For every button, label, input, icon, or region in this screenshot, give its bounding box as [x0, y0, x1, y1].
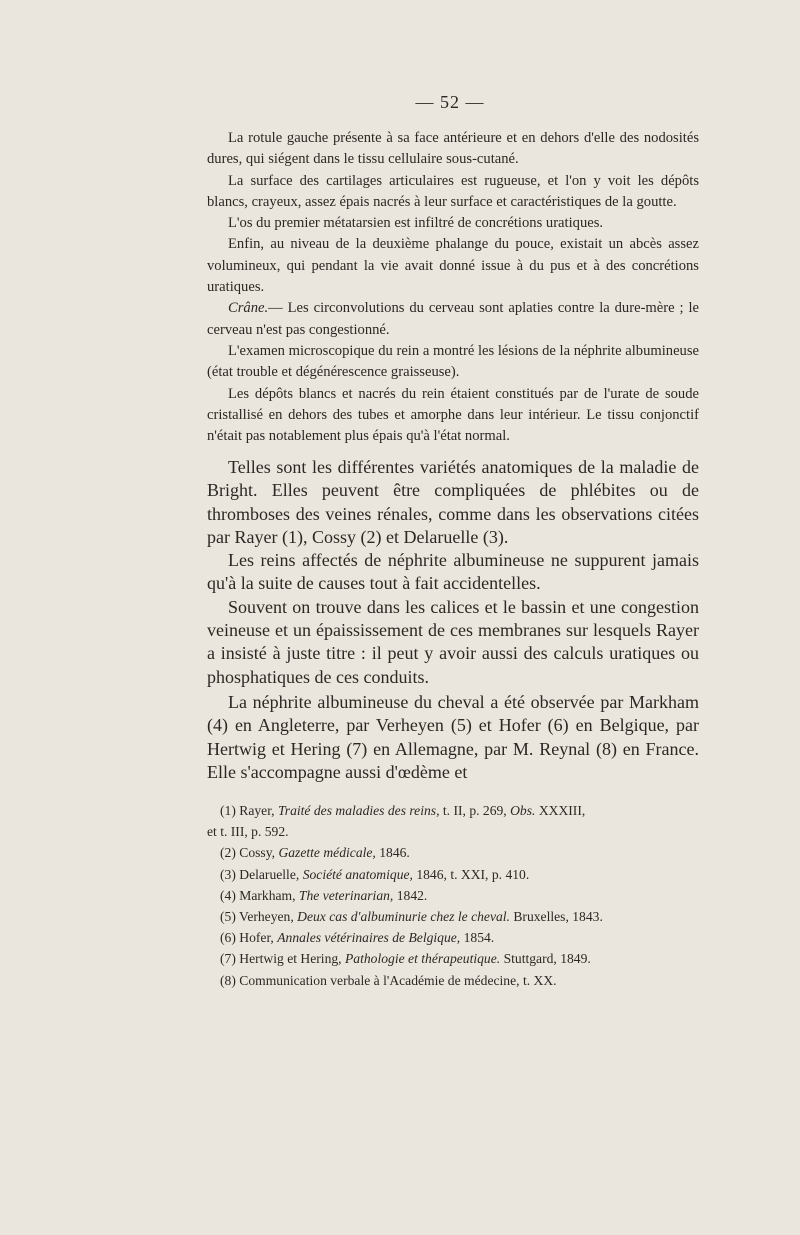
footnote-continuation: et t. III, p. 592.: [207, 824, 289, 840]
paragraph: Souvent on trouve dans les calices et le bassin et une congestion veineuse et un épaississement de ces membranes sur lesquels Rayer a insisté à juste titre : il peut y avoir aussi des calculs uratiques ou phosphatiques de ces conduits.: [207, 596, 699, 687]
footnote: (5) Verheyen, Deux cas d'albuminurie chez le cheval. Bruxelles, 1843.: [220, 909, 603, 925]
footnote: (7) Hertwig et Hering, Pathologie et thérapeutique. Stuttgard, 1849.: [220, 951, 591, 967]
footnote: (1) Rayer, Traité des maladies des reins, t. II, p. 269, Obs. XXXIII,: [220, 803, 586, 818]
footnote: (4) Markham, The veterinarian, 1842.: [220, 887, 428, 903]
paragraph: Enfin, au niveau de la deuxième phalange du pouce, existait un abcès assez volumineux, qui pendant la vie avait donné issue à du pus et à des concrétions uratiques.: [207, 236, 699, 296]
autopsy-section: [207, 128, 699, 447]
paragraph: L'os du premier métatarsien est infiltré de concrétions uratiques.: [228, 215, 604, 232]
footnote: (3) Delaruelle, Société anatomique, 1846, t. XXI, p. 410.: [220, 866, 530, 882]
paragraph-label: Crâne.: [228, 300, 269, 317]
horse-section: [207, 691, 699, 784]
paragraph: Les dépôts blancs et nacrés du rein étaient constitués par de l'urate de soude cristallisé en dehors des tubes et amorphe dans leur intérieur. Le tissu conjonctif n'était pas notablement plus épais qu'à l'état normal.: [207, 385, 699, 445]
paragraph: La rotule gauche présente à sa face antérieure et en dehors d'elle des nodosités dures, qui siégent dans le tissu cellulaire sous-cutané.: [207, 130, 699, 168]
paragraph: La néphrite albumineuse du cheval a été observée par Markham (4) en Angleterre, par Verheyen (5) et Hofer (6) en Belgique, par Hertwig et Hering (7) en Allemagne, par M. Reynal (8) en France. Elle s'accompagne aussi d'œdème et: [207, 692, 699, 782]
footnote: (8) Communication verbale à l'Académie de médecine, t. XX.: [220, 972, 557, 988]
paragraph: Les reins affectés de néphrite albumineuse ne suppurent jamais qu'à la suite de causes tout à fait accidentelles.: [207, 550, 699, 594]
footnotes: [207, 800, 700, 991]
paragraph: L'examen microscopique du rein a montré les lésions de la néphrite albumineuse (état trouble et dégénérescence graisseuse).: [207, 342, 699, 381]
paragraph: [207, 298, 699, 341]
footnote: (6) Hofer, Annales vétérinaires de Belgique, 1854.: [220, 930, 495, 946]
paragraph: La surface des cartilages articulaires est rugueuse, et l'on y voit les dépôts blancs, crayeux, assez épais nacrés à leur surface et caractéristiques de la goutte.: [207, 172, 699, 210]
footnote: (2) Cossy, Gazette médicale, 1846.: [220, 845, 410, 861]
page-number: — 52 —: [415, 92, 485, 112]
paragraph: Telles sont les différentes variétés anatomiques de la maladie de Bright. Elles peuvent être compliquées de phlébites ou de thromboses des veines rénales, comme dans les observations citées par Rayer (1), Cossy (2) et Delaruelle (3).: [207, 457, 699, 547]
paragraph-text: — Les circonvolutions du cerveau sont aplaties contre la dure-mère ; le cerveau n'est pas congestionné.: [207, 300, 699, 338]
bright-disease-section: [207, 456, 699, 689]
